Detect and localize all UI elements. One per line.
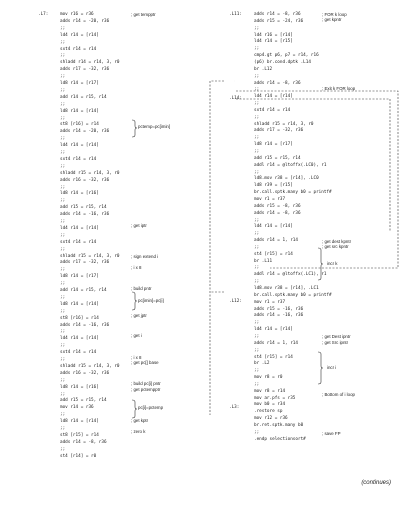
right-code-line: ld4 r14 = [r14]: [254, 94, 293, 100]
left-code-line: ;;: [60, 39, 66, 45]
left-code-line: ;;: [60, 115, 66, 121]
right-code-line: mov r1 = r37: [254, 196, 286, 202]
left-code-line: adds r16 = -32, r36: [60, 177, 110, 183]
left-code-line: ;;: [60, 357, 66, 362]
left-code-line: ;;: [60, 308, 66, 314]
left-code-line: adds r16 = -32, r36: [60, 370, 110, 376]
comment-get-src-kpntr: ; get src kpntr: [322, 244, 349, 249]
left-code-line: ;;: [60, 267, 66, 273]
comment-get-iptr: ; get iptr: [131, 223, 147, 228]
right-code-line: addl r14 = @ltoffx(.LC0), r1: [254, 162, 327, 168]
left-code-line: adds r14 = -16, r36: [60, 322, 110, 328]
left-code-line: ;;: [60, 87, 66, 93]
left-code-line: adds r14 = -16, r36: [60, 212, 110, 218]
left-code-line: ;;: [60, 150, 66, 155]
right-code-line: ;;: [254, 169, 260, 175]
left-code-line: st8 [r15] = r14: [60, 432, 99, 438]
right-code-line: ;;: [254, 73, 260, 79]
left-code-line: ;;: [60, 281, 66, 287]
left-code-line: sxt4 r14 = r14: [60, 46, 97, 52]
comment-sign-extend: ; sign extend i: [131, 254, 159, 259]
right-code-line: ;;: [254, 429, 260, 435]
right-code-line: adds r15 = -8, r36: [254, 203, 301, 209]
left-code-line: add r15 = r15, r14: [60, 205, 107, 211]
right-code-line: adds r17 = -32, r36: [254, 128, 304, 134]
comment-get-pc-base: ; get pc[] base: [131, 360, 159, 365]
right-code-line: st4 [r15] = r14: [254, 251, 293, 257]
left-code-line: shladd r14 = r14, 3, r0: [60, 60, 120, 66]
right-code-line: ;;: [254, 279, 260, 285]
right-code-line: adds r14 = -8, r36: [254, 80, 301, 86]
right-code-line: mov b0 = r34: [254, 402, 286, 408]
comment-exit-k: ; Exit k FOR loop: [322, 86, 356, 91]
comment-bottom-i: ; Bottom of i loop: [322, 392, 355, 397]
right-code-line: ;;: [254, 101, 260, 107]
comment-incr-k: incr k: [327, 261, 338, 266]
left-code-line: ld8 r14 = [r14]: [60, 301, 99, 307]
right-code-line: br.call.sptk.many b0 = printf#: [254, 190, 332, 196]
left-code-line: ld8 r14 = [r14]: [60, 419, 99, 425]
comment-incr-i: incr i: [327, 365, 337, 370]
right-code-line: add r15 = r15, r14: [254, 155, 301, 161]
comment-get-jptr: ; get jptr: [131, 313, 147, 318]
comment-pc-imin: pc[imin]=pc[i]: [138, 298, 164, 303]
left-code-line: adds r17 = -32, r36: [60, 67, 110, 73]
left-code-line: ;;: [60, 412, 66, 418]
left-code-line: ;;: [60, 329, 66, 335]
left-code-line: add r14 = r15, r14: [60, 288, 107, 293]
right-code-line: adds r14 = -8, r36: [254, 12, 301, 17]
left-code-line: ;;: [60, 101, 66, 107]
comment-ix8-b: ; i x 8: [131, 355, 142, 360]
left-code-line: ;;: [60, 391, 66, 397]
right-code-line: adds r14 = -8, r36: [254, 210, 301, 216]
comment-get-pctemp: ; get pctempptr: [131, 387, 161, 392]
right-code-line: ld4 r14 = [r15]: [254, 39, 293, 45]
right-code-line: ld8.mov r38 = [r14], .LC0: [254, 176, 319, 182]
left-code-line: adds r14 = -8, r36: [60, 439, 107, 445]
comment-pc-pctemp: pc[i]=pctemp: [138, 405, 164, 410]
comment-get-tempptr: ; get tempptr: [131, 12, 156, 17]
right-code-line: br.call.sptk.many b0 = printf#: [254, 292, 332, 298]
right-code-line: shladd r15 = r14, 3, r0: [254, 121, 314, 127]
left-code-line: adds r17 = -32, r36: [60, 260, 110, 266]
right-code-line: adds r15 = -16, r36: [254, 306, 304, 312]
right-code-line: br .L2: [254, 361, 270, 367]
right-code-line: ld4 r14 = [r14]: [254, 224, 293, 230]
right-code-line: mov r8 = r0: [254, 375, 283, 381]
right-code-line: br .L12: [254, 66, 273, 72]
right-code-line: st4 [r15] = r14: [254, 354, 293, 360]
comment-pctemp: pctemp=pc[imin]: [138, 124, 171, 129]
left-code-line: add r14 = r15, r14: [60, 94, 107, 100]
left-code-line: mov r16 = r36: [60, 12, 94, 17]
left-code-line: ld8 r14 = [r16]: [60, 191, 99, 197]
right-code-line: ;;: [254, 149, 260, 154]
right-code-line: cmp4.gt p6, p7 = r14, r16: [254, 53, 319, 59]
left-code-line: ld8 r14 = [r14]: [60, 108, 99, 114]
left-code-line: ;;: [60, 426, 66, 431]
left-code-line: ;;: [60, 53, 66, 59]
right-code-line: ld8.mov r38 = [r14], .LC1: [254, 286, 319, 291]
left-code-line: ld4 r14 = [r14]: [60, 143, 99, 149]
right-code-line: ;;: [254, 320, 260, 326]
right-code-line: mov ar.pfs = r35: [254, 395, 296, 401]
left-code-line: sxt4 r14 = r14: [60, 156, 97, 162]
left-code-line: sxt4 r14 = r14: [60, 350, 97, 356]
comment-for-k-loop: ; FOR k loop: [322, 12, 347, 17]
label-l7: .L7:: [38, 12, 49, 17]
right-code-line: sxt4 r14 = r14: [254, 107, 291, 113]
left-code-line: ;;: [60, 198, 66, 204]
comment-get-kptr: ; get kptr: [131, 418, 149, 423]
left-code-line: ;;: [60, 294, 66, 300]
left-code-line: adds r14 = -20, r36: [60, 18, 110, 24]
right-code-line: ;;: [254, 265, 260, 271]
continues-footer: (continues): [361, 480, 391, 486]
right-code-line: ld8 r14 = [r17]: [254, 142, 293, 148]
left-code-line: ld8 r14 = [r17]: [60, 274, 99, 280]
right-code-line: br.ret.sptk.many b0: [254, 423, 304, 428]
comment-build-pntr: ; build pntr: [131, 286, 152, 291]
right-code-line: mov r12 = r36: [254, 416, 288, 422]
right-code-line: ;;: [254, 231, 260, 237]
right-code-line: ;;: [254, 135, 260, 141]
right-code-line: .restore sp: [254, 409, 283, 415]
left-code-line: mov r14 = r36: [60, 405, 94, 411]
l11-dashed-line: [210, 81, 224, 415]
right-code-line: ;;: [254, 25, 260, 31]
right-code-line: ;;: [254, 87, 260, 93]
left-code-line: ld8 r14 = [r17]: [60, 81, 99, 86]
comment-get-kpntr: ; get kpntr: [322, 17, 342, 22]
left-code-line: ;;: [60, 74, 66, 80]
left-code-line: ;;: [60, 136, 66, 142]
right-code-line: mov r1 = r37: [254, 299, 286, 305]
left-code-line: ld4 r14 = [r14]: [60, 336, 99, 342]
left-code-line: shladd r15 = r14, 3, r0: [60, 253, 120, 259]
right-code-line: ;;: [254, 333, 260, 339]
right-code-line: br .L11: [254, 258, 273, 264]
left-code-line: ;;: [60, 25, 66, 31]
left-code-line: ld4 r14 = [r14]: [60, 225, 99, 231]
left-code-line: ld8 r14 = [r16]: [60, 384, 99, 390]
comment-save-fp: ; save FP: [322, 431, 341, 436]
left-code-line: st8 [r16] = r14: [60, 122, 99, 128]
right-code-line: ;;: [254, 381, 260, 387]
left-code-line: shladd r15 = r14, 3, r0: [60, 170, 120, 176]
left-code-line: ;;: [60, 219, 66, 224]
comment-build-pc-ptr: ; build pc[i] pntr: [131, 381, 161, 386]
left-code-line: shladd r15 = r14, 3, r0: [60, 363, 120, 369]
right-code-line: adds r15 = -24, r36: [254, 18, 304, 24]
comment-ix8: ; i x 8: [131, 265, 142, 270]
comment-get-i: ; get i: [131, 333, 142, 338]
right-code-line: adds r14 = -16, r36: [254, 313, 304, 319]
right-code-line: ;;: [254, 46, 260, 52]
right-code-line: ;;: [254, 217, 260, 223]
comment-zero-k: ; zero k: [131, 429, 146, 434]
left-code-line: add r15 = r15, r14: [60, 398, 107, 404]
label-l3: .L3:: [229, 405, 240, 410]
left-code-line: adds r14 = -20, r36: [60, 129, 110, 135]
left-code-line: ;;: [60, 184, 66, 190]
left-code-line: ;;: [60, 246, 66, 252]
left-code-line: ;;: [60, 343, 66, 349]
left-code-line: ;;: [60, 446, 66, 452]
comment-get-dest-ipntr: ; get Dest ipntr: [322, 334, 351, 339]
left-code-line: st8 [r16] = r14: [60, 315, 99, 321]
left-code-line: ;;: [60, 163, 66, 169]
left-code-line: ;;: [60, 232, 66, 238]
comment-get-dest-kpntr: ; get dest kpntr: [322, 239, 352, 244]
right-code-line: adds r14 = 1, r14: [254, 340, 298, 346]
right-code-line: adds r14 = 1, r14: [254, 238, 298, 244]
right-code-line: ld4 r14 = [r14]: [254, 327, 293, 333]
left-code-line: ;;: [60, 377, 66, 383]
left-code-line: st4 [r14] = r0: [60, 453, 97, 459]
right-code-line: ld8 r39 = [r15]: [254, 183, 293, 189]
right-code-line: ;;: [254, 368, 260, 374]
right-code-line: (p6) br.cond.dptk .L14: [254, 59, 311, 65]
label-l14: .L14:: [229, 96, 242, 101]
right-code-line: addl r14 = @ltoffx(.LC1), r1: [254, 272, 327, 278]
left-code-line: sxt4 r14 = r14: [60, 239, 97, 245]
label-l11: .L11:: [229, 12, 242, 17]
right-code-line: mov r8 = r14: [254, 388, 286, 394]
right-code-line: .endp selectionsort#: [254, 436, 306, 442]
comment-get-src-ipntr: ; get Src ipntr: [322, 340, 349, 345]
right-code-line: ld4 r16 = [r14]: [254, 32, 293, 38]
right-code-line: ;;: [254, 347, 260, 353]
right-code-line: ;;: [254, 244, 260, 250]
label-l12: .L12:: [229, 299, 242, 304]
left-code-line: ld4 r14 = [r14]: [60, 32, 99, 38]
right-code-line: ;;: [254, 114, 260, 120]
